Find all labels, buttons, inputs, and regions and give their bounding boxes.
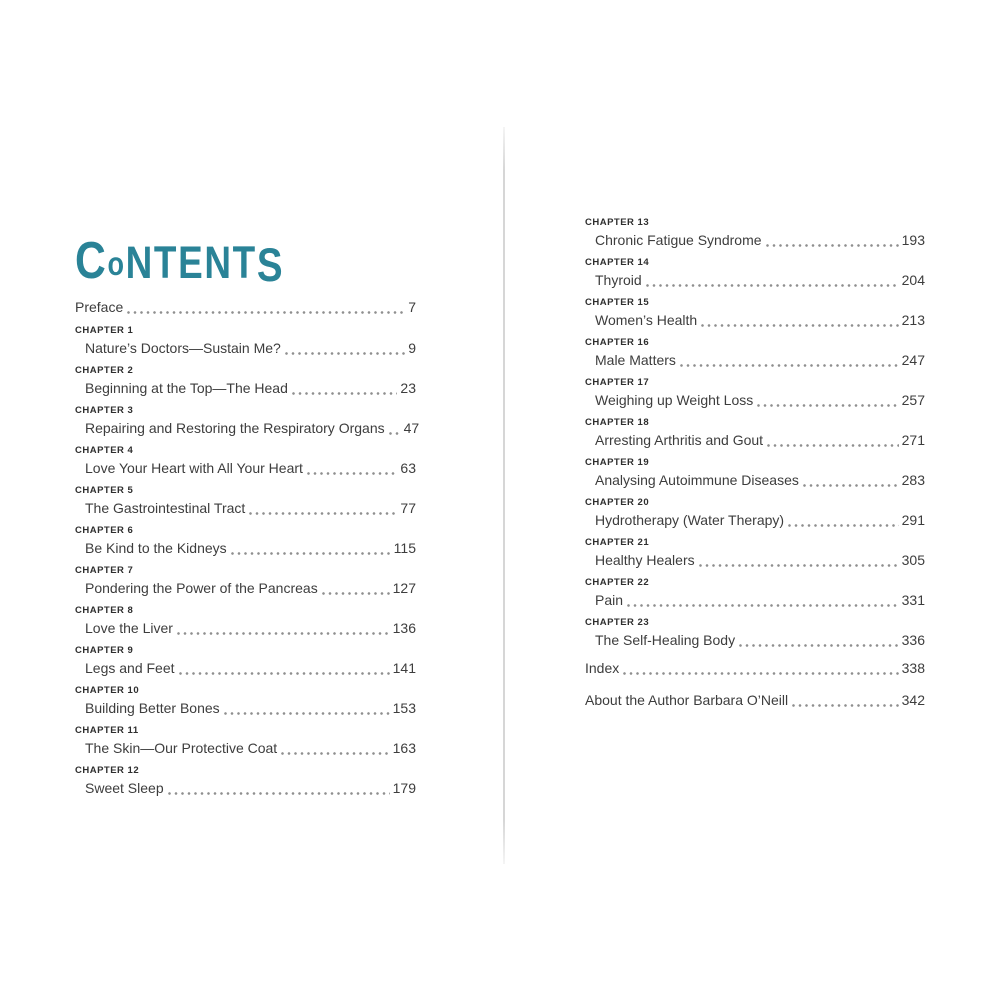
dot-leader (646, 284, 899, 287)
chapter-title: Pondering the Power of the Pancreas (85, 580, 318, 596)
toc-chapter-entry (75, 605, 416, 637)
title-letter: N (204, 237, 233, 288)
dot-leader (623, 672, 898, 675)
toc-chapter-entry (585, 297, 925, 329)
toc-chapter-entry (75, 645, 416, 677)
title-letter: E (178, 237, 205, 288)
dot-leader (792, 704, 899, 707)
toc-chapter-entry (585, 377, 925, 409)
toc-entry-row[interactable] (585, 432, 925, 449)
toc-chapter-entry (75, 765, 416, 797)
toc-entry-row[interactable] (75, 299, 416, 316)
chapter-number-label: CHAPTER 3 (75, 405, 134, 416)
toc-entry (585, 692, 925, 709)
entry-title: Index (585, 660, 620, 676)
toc-entry-row[interactable] (75, 340, 416, 357)
chapter-number-label: CHAPTER 12 (75, 765, 140, 776)
page-number: 271 (901, 432, 925, 448)
page-number: 7 (408, 299, 416, 315)
dot-leader (701, 324, 898, 327)
chapter-list-right (585, 217, 925, 649)
page-number: 141 (392, 660, 416, 676)
chapter-title: Beginning at the Top—The Head (85, 380, 288, 396)
toc-entry-row[interactable] (585, 512, 925, 529)
chapter-number-label: CHAPTER 17 (585, 377, 650, 388)
dot-leader (179, 672, 390, 675)
chapter-number-label: CHAPTER 21 (585, 537, 650, 548)
chapter-title: The Skin—Our Protective Coat (85, 740, 278, 756)
front-matter-list (75, 299, 416, 316)
page-number: 283 (901, 472, 925, 488)
page-number: 9 (408, 340, 416, 356)
title-letter: N (125, 237, 154, 288)
toc-chapter-entry (585, 617, 925, 649)
toc-entry-row[interactable] (75, 660, 416, 677)
column-divider (503, 127, 505, 864)
page-number: 179 (392, 780, 416, 796)
dot-leader (739, 644, 899, 647)
page-number: 163 (392, 740, 416, 756)
dot-leader (699, 564, 899, 567)
page-number: 153 (392, 700, 416, 716)
entry-title: About the Author Barbara O’Neill (585, 692, 789, 708)
toc-entry (585, 660, 925, 677)
chapter-number-label: CHAPTER 4 (75, 445, 134, 456)
chapter-number-label: CHAPTER 14 (585, 257, 650, 268)
toc-entry-row[interactable] (75, 740, 416, 757)
chapter-number-label: CHAPTER 8 (75, 605, 134, 616)
chapter-title: Building Better Bones (85, 700, 220, 716)
dot-leader (627, 604, 899, 607)
chapter-number-label: CHAPTER 1 (75, 325, 134, 336)
toc-chapter-entry (75, 325, 416, 357)
toc-left-column (75, 232, 420, 805)
dot-leader (766, 244, 899, 247)
dot-leader (249, 512, 397, 515)
chapter-title: The Gastrointestinal Tract (85, 500, 246, 516)
toc-entry-row[interactable] (585, 472, 925, 489)
dot-leader (224, 712, 390, 715)
page-number: 338 (901, 660, 925, 676)
chapter-number-label: CHAPTER 2 (75, 365, 134, 376)
toc-entry-row[interactable] (585, 592, 925, 609)
dot-leader (281, 752, 389, 755)
chapter-title: The Self-Healing Body (595, 632, 736, 648)
dot-leader (788, 524, 899, 527)
page-number: 342 (901, 692, 925, 708)
dot-leader (389, 432, 401, 435)
page-title (75, 232, 355, 291)
page-number: 213 (901, 312, 925, 328)
chapter-title: Legs and Feet (85, 660, 175, 676)
chapter-title: Women’s Health (595, 312, 698, 328)
chapter-title: Healthy Healers (595, 552, 695, 568)
toc-entry-row[interactable] (585, 692, 925, 709)
chapter-number-label: CHAPTER 19 (585, 457, 650, 468)
chapter-number-label: CHAPTER 13 (585, 217, 650, 228)
dot-leader (307, 472, 398, 475)
page-number: 136 (392, 620, 416, 636)
chapter-number-label: CHAPTER 22 (585, 577, 650, 588)
chapter-title: Sweet Sleep (85, 780, 164, 796)
chapter-title: Arresting Arthritis and Gout (595, 432, 764, 448)
dot-leader (803, 484, 899, 487)
toc-entry-row[interactable] (585, 232, 925, 249)
toc-chapter-entry (75, 485, 416, 517)
page-number: 305 (901, 552, 925, 568)
toc-chapter-entry (75, 525, 416, 557)
chapter-title: Weighing up Weight Loss (595, 392, 754, 408)
toc-entry-row[interactable] (75, 460, 416, 477)
dot-leader (757, 404, 898, 407)
toc-entry-row[interactable] (585, 660, 925, 677)
title-letter: T (153, 237, 179, 288)
chapter-title: Male Matters (595, 352, 676, 368)
chapter-title: Analysing Autoimmune Diseases (595, 472, 799, 488)
dot-leader (292, 392, 398, 395)
page-number: 291 (901, 512, 925, 528)
chapter-list-left (75, 325, 420, 797)
toc-chapter-entry (585, 217, 925, 249)
chapter-number-label: CHAPTER 23 (585, 617, 650, 628)
toc-chapter-entry (585, 337, 925, 369)
toc-entry-row[interactable] (75, 420, 420, 437)
toc-chapter-entry (585, 417, 925, 449)
toc-entry-row[interactable] (75, 380, 416, 397)
chapter-title: Pain (595, 592, 624, 608)
toc-chapter-entry (75, 565, 416, 597)
dot-leader (285, 352, 405, 355)
title-letter: C (75, 232, 108, 290)
toc-entry-row[interactable] (75, 620, 416, 637)
toc-entry-row[interactable] (585, 392, 925, 409)
chapter-number-label: CHAPTER 6 (75, 525, 134, 536)
toc-entry-row[interactable] (75, 500, 416, 517)
toc-chapter-entry (585, 497, 925, 529)
page-number: 77 (400, 500, 416, 516)
page-number: 115 (393, 540, 416, 556)
toc-chapter-entry (585, 257, 925, 289)
toc-chapter-entry (75, 405, 420, 437)
toc-entry (75, 299, 416, 316)
chapter-title: Chronic Fatigue Syndrome (595, 232, 762, 248)
page-number: 331 (901, 592, 925, 608)
toc-entry-row[interactable] (75, 780, 416, 797)
page-number: 63 (400, 460, 416, 476)
chapter-number-label: CHAPTER 20 (585, 497, 650, 508)
page-number: 257 (901, 392, 925, 408)
toc-chapter-entry (585, 457, 925, 489)
dot-leader (177, 632, 390, 635)
toc-entry-row[interactable] (75, 540, 416, 557)
toc-chapter-entry (585, 577, 925, 609)
chapter-number-label: CHAPTER 7 (75, 565, 134, 576)
chapter-title: Love the Liver (85, 620, 173, 636)
chapter-number-label: CHAPTER 16 (585, 337, 650, 348)
toc-chapter-entry (75, 445, 416, 477)
toc-entry-row[interactable] (585, 352, 925, 369)
page-number: 336 (901, 632, 925, 648)
dot-leader (168, 792, 390, 795)
chapter-title: Nature’s Doctors—Sustain Me? (85, 340, 281, 356)
toc-chapter-entry (75, 725, 416, 757)
toc-entry-row[interactable] (585, 272, 925, 289)
chapter-number-label: CHAPTER 18 (585, 417, 650, 428)
toc-chapter-entry (75, 365, 416, 397)
dot-leader (231, 552, 391, 555)
dot-leader (322, 592, 390, 595)
chapter-title: Love Your Heart with All Your Heart (85, 460, 303, 476)
chapter-number-label: CHAPTER 9 (75, 645, 134, 656)
chapter-title: Repairing and Restoring the Respiratory Organs (85, 420, 385, 436)
chapter-title: Thyroid (595, 272, 642, 288)
chapter-number-label: CHAPTER 15 (585, 297, 650, 308)
toc-entry-row[interactable] (585, 552, 925, 569)
chapter-number-label: CHAPTER 10 (75, 685, 140, 696)
title-letter: o (107, 245, 126, 282)
back-matter-list (585, 660, 925, 709)
chapter-number-label: CHAPTER 5 (75, 485, 134, 496)
title-letter: S (256, 238, 285, 291)
dot-leader (767, 444, 899, 447)
page-number: 247 (901, 352, 925, 368)
title-letter: T (232, 237, 257, 288)
toc-chapter-entry (75, 685, 416, 717)
toc-entry-row[interactable] (75, 580, 416, 597)
chapter-title: Be Kind to the Kidneys (85, 540, 227, 556)
page-number: 193 (901, 232, 925, 248)
page-number: 204 (901, 272, 925, 288)
toc-entry-row[interactable] (585, 632, 925, 649)
page-number: 47 (403, 420, 420, 436)
page-number: 127 (392, 580, 416, 596)
chapter-title: Hydrotherapy (Water Therapy) (595, 512, 785, 528)
toc-chapter-entry (585, 537, 925, 569)
dot-leader (127, 311, 405, 314)
page-number: 23 (400, 380, 416, 396)
toc-right-column (585, 217, 925, 724)
toc-entry-row[interactable] (75, 700, 416, 717)
dot-leader (680, 364, 899, 367)
toc-entry-row[interactable] (585, 312, 925, 329)
chapter-number-label: CHAPTER 11 (75, 725, 139, 736)
entry-title: Preface (75, 299, 124, 315)
